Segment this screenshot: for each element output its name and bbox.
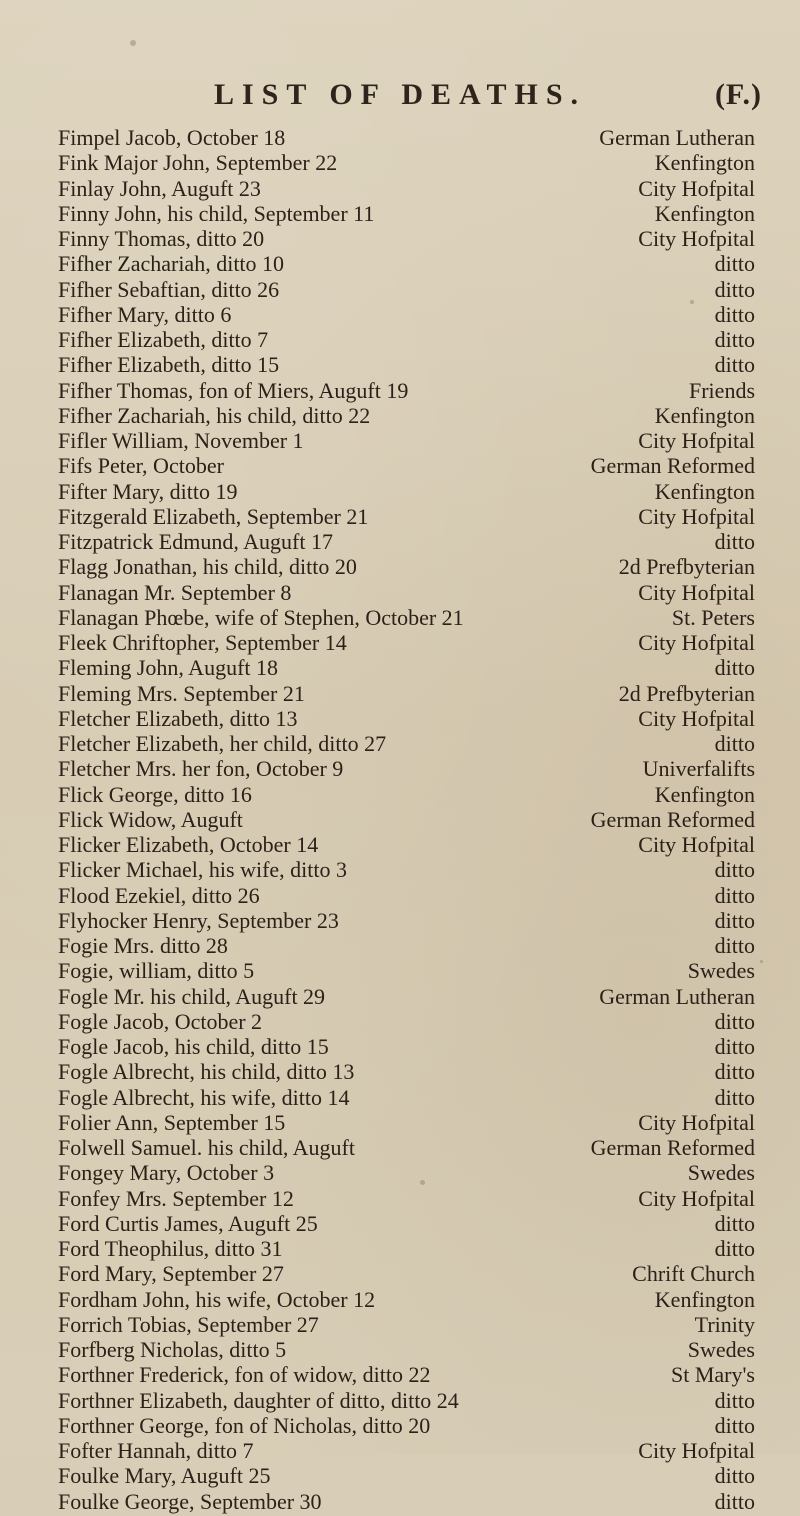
list-item [0, 831, 800, 859]
entry-place: City Hofpital [638, 428, 755, 453]
entry-place: ditto [714, 655, 755, 681]
entry-place: ditto [714, 1059, 755, 1085]
entry-name: Fimpel Jacob, October 18 [58, 125, 286, 150]
list-item [0, 755, 800, 783]
entry-name: Fifs Peter, October [58, 453, 224, 479]
entry-name: Fogle Mr. his child, Auguft 29 [58, 983, 326, 1009]
entry-name: Fink Major John, September 22 [58, 150, 338, 176]
list-item [0, 200, 800, 228]
entry-place: Kenfington [654, 1286, 755, 1312]
entry-name: Fifher Thomas, fon of Miers, Auguft 19 [58, 377, 409, 403]
entry-name: Forthner Frederick, fon of widow, ditto 22 [58, 1362, 431, 1388]
entry-place: ditto [714, 1412, 755, 1438]
list-item [0, 1109, 800, 1137]
entry-name: Folier Ann, September 15 [58, 1109, 286, 1135]
entry-name: Flick George, ditto 16 [58, 781, 252, 807]
entry-place: Kenfington [654, 200, 755, 226]
entry-name: Fleming Mrs. September 21 [58, 680, 305, 706]
entry-name: Fletcher Elizabeth, ditto 13 [58, 705, 298, 731]
list-item [0, 1462, 800, 1490]
list-item [0, 1008, 800, 1036]
entry-name: Fleming John, Auguft 18 [58, 655, 279, 681]
entry-name: Fitzpatrick Edmund, Auguft 17 [58, 529, 333, 554]
list-item [0, 1412, 800, 1440]
list-item [0, 1134, 800, 1162]
list-item [0, 806, 800, 834]
list-item [0, 907, 800, 935]
entry-place: Swedes [687, 958, 755, 984]
entry-name: Flicker Michael, his wife, ditto 3 [58, 857, 347, 883]
entry-place: ditto [714, 1387, 755, 1413]
list-item [0, 856, 800, 884]
entry-place: 2d Prefbyterian [618, 680, 755, 706]
entry-place: German Reformed [590, 1135, 755, 1160]
entry-place: ditto [714, 1008, 755, 1034]
entry-name: Ford Theophilus, ditto 31 [58, 1236, 283, 1261]
entry-place: German Lutheran [599, 983, 755, 1009]
list-item [0, 1210, 800, 1238]
entry-name: Fletcher Mrs. her fon, October 9 [58, 756, 344, 782]
entry-name: Fifher Mary, ditto 6 [58, 301, 232, 327]
entry-place: Kenfington [654, 781, 755, 807]
entry-place: City Hofpital [638, 630, 755, 655]
entry-name: Flyhocker Henry, September 23 [58, 907, 339, 933]
entry-place: ditto [714, 327, 755, 352]
list-item [0, 1361, 800, 1389]
entry-place: ditto [714, 1034, 755, 1059]
entry-place: City Hofpital [638, 503, 755, 529]
entry-place: City Hofpital [638, 832, 755, 857]
list-item [0, 882, 800, 910]
entry-place: ditto [714, 1084, 755, 1110]
list-item [0, 1387, 800, 1415]
entry-place: Swedes [687, 1160, 755, 1186]
list-item [0, 175, 800, 203]
list-item [0, 1311, 800, 1339]
entry-name: Finlay John, Auguft 23 [58, 175, 261, 201]
list-item [0, 478, 800, 506]
list-item [0, 654, 800, 682]
entry-place: ditto [714, 251, 755, 277]
entry-place: City Hofpital [638, 1185, 755, 1211]
entry-name: Fifter Mary, ditto 19 [58, 478, 238, 504]
list-item [0, 377, 800, 405]
list-item [0, 781, 800, 809]
entry-name: Forfberg Nicholas, ditto 5 [58, 1337, 287, 1362]
entry-name: Fonfey Mrs. September 12 [58, 1185, 294, 1211]
page-header [0, 78, 800, 112]
entry-name: Foulke Mary, Auguft 25 [58, 1463, 271, 1489]
entry-name: Fogie, william, ditto 5 [58, 958, 255, 984]
entry-name: Fitzgerald Elizabeth, September 21 [58, 503, 369, 529]
entry-place: Univerfalifts [642, 756, 755, 782]
page-title: LIST OF DEATHS. [213, 78, 587, 111]
list-item [0, 276, 800, 304]
entry-name: Flanagan Mr. September 8 [58, 579, 292, 605]
entry-name: Forthner Elizabeth, daughter of ditto, ditto 24 [58, 1387, 459, 1413]
entry-name: Fleek Chriftopher, September 14 [58, 630, 347, 655]
list-item [0, 528, 800, 556]
list-item [0, 705, 800, 733]
entry-place: Swedes [687, 1337, 755, 1362]
entry-name: Fifher Elizabeth, ditto 15 [58, 352, 280, 378]
entry-place: City Hofpital [638, 579, 755, 605]
entry-place: Kenfington [654, 402, 755, 428]
entry-name: Fogle Albrecht, his wife, ditto 14 [58, 1084, 350, 1110]
entry-place: ditto [714, 882, 755, 908]
entry-place: ditto [714, 352, 755, 378]
entry-name: Fogle Jacob, his child, ditto 15 [58, 1034, 329, 1059]
list-item [0, 932, 800, 960]
entry-name: Fifher Sebaftian, ditto 26 [58, 276, 280, 302]
entry-place: Friends [689, 377, 755, 403]
entry-place: ditto [714, 1210, 755, 1236]
paper-spot [130, 40, 136, 46]
entry-place: German Reformed [590, 453, 755, 479]
entry-place: Trinity [694, 1311, 755, 1337]
entry-place: German Reformed [590, 806, 755, 832]
entry-name: Finny Thomas, ditto 20 [58, 226, 265, 251]
list-item [0, 1084, 800, 1112]
entry-place: ditto [714, 301, 755, 327]
entry-place: ditto [714, 907, 755, 933]
entry-place: ditto [714, 529, 755, 554]
entry-name: Fifher Zachariah, his child, ditto 22 [58, 402, 371, 428]
list-item [0, 1033, 800, 1061]
list-item [0, 326, 800, 354]
list-item [0, 1185, 800, 1213]
entry-name: Flicker Elizabeth, October 14 [58, 832, 319, 857]
list-item [0, 1488, 800, 1516]
entry-name: Fongey Mary, October 3 [58, 1160, 275, 1186]
entry-name: Fogie Mrs. ditto 28 [58, 933, 228, 958]
entry-place: ditto [714, 731, 755, 756]
entry-name: Finny John, his child, September 11 [58, 200, 375, 226]
list-item [0, 225, 800, 253]
entry-name: Fogle Albrecht, his child, ditto 13 [58, 1059, 355, 1085]
entry-place: City Hofpital [638, 175, 755, 201]
entry-place: City Hofpital [638, 705, 755, 731]
entry-name: Fogle Jacob, October 2 [58, 1008, 263, 1034]
entry-place: ditto [714, 1463, 755, 1489]
list-item [0, 579, 800, 607]
entry-name: Forrich Tobias, September 27 [58, 1311, 319, 1337]
list-item [0, 680, 800, 708]
page-label: (F.) [714, 78, 762, 111]
list-item [0, 427, 800, 455]
list-item [0, 301, 800, 329]
entry-place: ditto [714, 933, 755, 958]
entry-place: Kenfington [654, 478, 755, 504]
list-item [0, 1286, 800, 1314]
list-item [0, 983, 800, 1011]
list-item [0, 402, 800, 430]
list-item [0, 553, 800, 581]
entry-name: Ford Curtis James, Auguft 25 [58, 1210, 318, 1236]
entry-place: ditto [714, 276, 755, 302]
list-item [0, 1235, 800, 1263]
entry-name: Fifler William, November 1 [58, 428, 304, 453]
entry-place: St. Peters [671, 604, 755, 630]
entry-name: Fofter Hannah, ditto 7 [58, 1438, 254, 1463]
list-item [0, 1260, 800, 1288]
list-item [0, 452, 800, 480]
entry-place: ditto [714, 1236, 755, 1261]
entry-name: Fifher Elizabeth, ditto 7 [58, 327, 269, 352]
entry-place: German Lutheran [599, 125, 755, 150]
entry-name: Fifher Zachariah, ditto 10 [58, 251, 285, 277]
entry-place: City Hofpital [638, 1109, 755, 1135]
entry-place: 2d Prefbyterian [618, 554, 755, 580]
list-item [0, 1058, 800, 1086]
entry-name: Forthner George, fon of Nicholas, ditto 20 [58, 1412, 431, 1438]
list-item [0, 730, 800, 758]
list-item [0, 503, 800, 531]
entry-name: Flanagan Phœbe, wife of Stephen, October 21 [58, 604, 464, 630]
list-item [0, 629, 800, 657]
entry-place: Kenfington [654, 150, 755, 176]
list-item [0, 1159, 800, 1187]
entry-place: Chrift Church [632, 1261, 755, 1287]
entry-name: Fletcher Elizabeth, her child, ditto 27 [58, 731, 387, 756]
entry-name: Foulke George, September 30 [58, 1488, 322, 1514]
entry-name: Flick Widow, Auguft [58, 806, 243, 832]
entry-place: City Hofpital [638, 226, 755, 251]
entry-place: St Mary's [670, 1362, 755, 1388]
entry-place: ditto [714, 857, 755, 883]
list-item [0, 604, 800, 632]
entry-place: ditto [714, 1488, 755, 1514]
list-item [0, 351, 800, 379]
list-item [0, 957, 800, 985]
list-item [0, 124, 800, 152]
list-item [0, 149, 800, 177]
list-item [0, 1437, 800, 1465]
entry-place: City Hofpital [638, 1438, 755, 1463]
entry-name: Flood Ezekiel, ditto 26 [58, 882, 260, 908]
entry-name: Ford Mary, September 27 [58, 1261, 284, 1287]
entry-name: Fordham John, his wife, October 12 [58, 1286, 376, 1312]
entry-name: Folwell Samuel. his child, Auguft [58, 1135, 355, 1160]
list-item [0, 250, 800, 278]
list-item [0, 1336, 800, 1364]
entry-name: Flagg Jonathan, his child, ditto 20 [58, 554, 357, 580]
